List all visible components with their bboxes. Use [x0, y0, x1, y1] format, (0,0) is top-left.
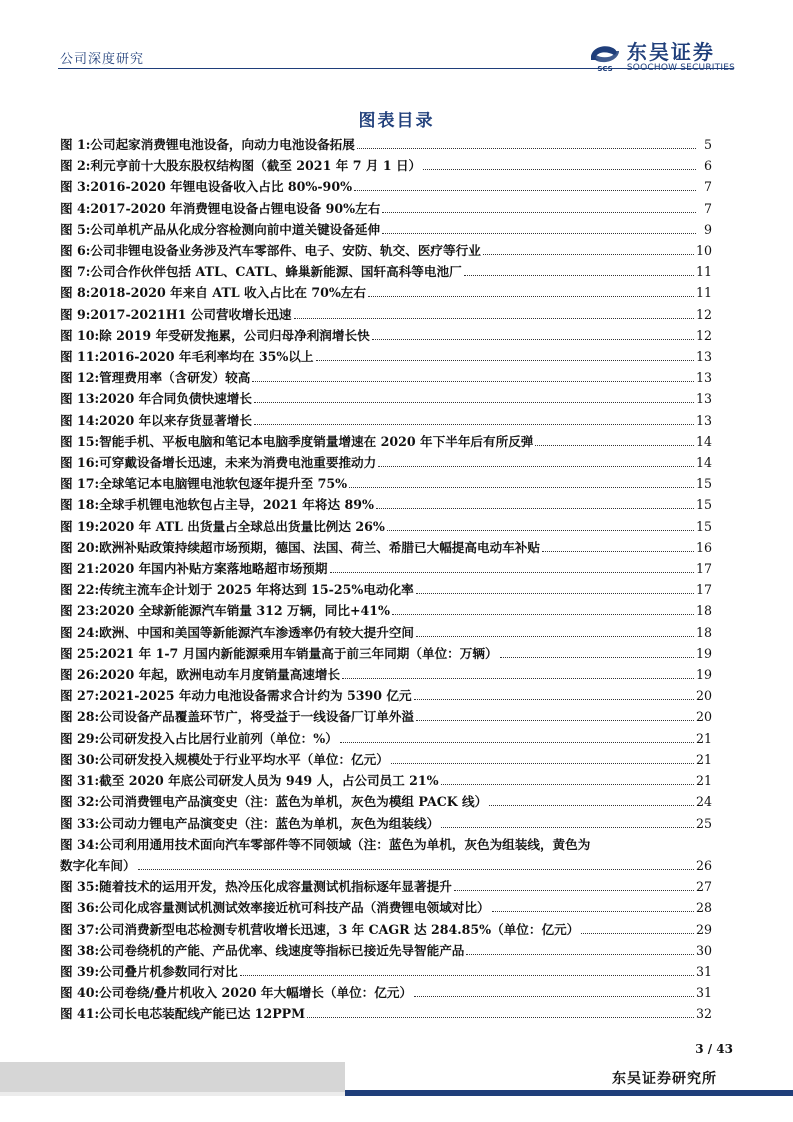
toc-leader-dots [416, 636, 694, 637]
toc-entry-title: 公司单机产品从化成分容检测向前中道关键设备延伸 [90, 221, 381, 237]
toc-entry-title: 2017-2020 年消费锂电设备占锂电设备 90%左右 [90, 200, 381, 216]
toc-entry-page: 9 [703, 221, 712, 237]
toc-entry-page: 17 [695, 582, 712, 598]
toc-entry-page: 32 [695, 1006, 712, 1022]
toc-entry-page: 10 [695, 243, 712, 259]
logo-name-en: SOOCHOW SECURITIES [626, 63, 735, 73]
toc-entry[interactable] [60, 728, 712, 749]
toc-entry-title: 2016-2020 年毛利率均在 35%以上 [99, 349, 314, 365]
toc-leader-dots [391, 763, 694, 764]
toc-entry[interactable] [60, 452, 712, 473]
toc-entry-label: 图 35: [60, 879, 100, 895]
footer-band-gray [0, 1062, 345, 1092]
toc-entry-page: 5 [703, 137, 712, 152]
toc-entry-page: 16 [695, 539, 712, 555]
toc-entry-page: 17 [695, 561, 712, 577]
logo-mark-text: SCS [597, 65, 613, 73]
toc-entry-title: 公司设备产品覆盖环节广，将受益于一线设备厂订单外溢 [99, 709, 414, 725]
toc-entry-title: 利元亨前十大股东股权结构图（截至 2021 年 7 月 1 日） [90, 158, 422, 174]
toc-entry-page: 13 [695, 391, 712, 407]
toc-entry-page: 13 [695, 349, 712, 365]
toc-leader-dots [330, 572, 694, 573]
report-type: 公司深度研究 [60, 52, 145, 67]
toc-entry-title: 截至 2020 年底公司研发人员为 949 人，占公司员工 21% [99, 773, 439, 789]
toc-entry[interactable] [60, 876, 712, 897]
logo-mark-icon [587, 43, 623, 73]
toc-entry[interactable] [60, 813, 712, 834]
toc-entry-page: 25 [695, 815, 712, 831]
toc-entry[interactable] [60, 749, 712, 770]
toc-entry-title: 2020 年合同负债快速增长 [99, 391, 252, 407]
toc-entry-title: 公司起家消费锂电池设备，向动力电池设备拓展 [90, 137, 355, 152]
toc-entry[interactable] [60, 410, 712, 431]
toc-entry[interactable] [60, 494, 712, 515]
toc-leader-dots [254, 402, 694, 403]
toc-entry-title: 公司研发投入规模处于行业平均水平（单位：亿元） [99, 751, 389, 767]
toc-entry[interactable] [60, 473, 712, 494]
toc-entry[interactable] [60, 176, 712, 197]
toc-entry[interactable] [60, 261, 712, 282]
toc-entry-page: 13 [695, 370, 712, 386]
toc-entry-page: 18 [695, 603, 712, 619]
toc-entry-page: 7 [703, 179, 712, 195]
toc-entry-page: 21 [695, 751, 712, 767]
toc-entry[interactable] [60, 961, 712, 982]
toc-entry-page: 21 [695, 730, 712, 746]
toc-leader-dots [378, 466, 694, 467]
toc-entry-page: 14 [695, 455, 712, 471]
toc-leader-dots [382, 233, 696, 234]
toc-entry-title: 2020 年以来存货显著增长 [99, 412, 252, 428]
toc-leader-dots [382, 212, 696, 213]
toc-entry-label: 图 40: [60, 985, 100, 1001]
toc-leader-dots [441, 784, 694, 785]
toc-entry-title: 公司合作伙伴包括 ATL、CATL、蜂巢新能源、国轩高科等电池厂 [90, 264, 462, 280]
toc-entry-label: 图 32: [60, 794, 100, 810]
toc-entry[interactable] [60, 219, 712, 240]
toc-entry-label: 图 41: [60, 1006, 100, 1022]
toc-entry[interactable] [60, 897, 712, 918]
toc-entry[interactable] [60, 579, 712, 600]
toc-entry-title: 智能手机、平板电脑和笔记本电脑季度销量增速在 2020 年下半年后有所反弹 [99, 433, 534, 449]
toc-entry[interactable] [60, 791, 712, 812]
toc-entry-label: 图 25: [60, 645, 100, 661]
toc-entry-continued[interactable] [60, 855, 712, 876]
toc-leader-dots [138, 869, 694, 870]
toc-entry[interactable] [60, 664, 712, 685]
toc-entry-label: 图 31: [60, 773, 100, 789]
toc-entry-page: 15 [695, 518, 712, 534]
toc-entry-page: 29 [695, 921, 712, 937]
toc-leader-dots [535, 445, 694, 446]
toc-entry-title: 欧洲、中国和美国等新能源汽车渗透率仍有较大提升空间 [99, 624, 414, 640]
toc-leader-dots [357, 148, 696, 149]
footer-organization: 东吴证券研究所 [612, 1071, 717, 1087]
toc-leader-dots [240, 975, 694, 976]
toc-entry-page: 28 [695, 900, 712, 916]
toc-entry-label: 图 1: [60, 137, 91, 152]
toc-entry-title: 随着技术的运用开发，热冷压化成容量测试机指标逐年显著提升 [99, 879, 452, 895]
toc-leader-dots [372, 339, 694, 340]
toc-leader-dots [340, 742, 694, 743]
toc-leader-dots [342, 678, 694, 679]
toc-entry[interactable] [60, 516, 712, 537]
toc-entry-title: 欧洲补贴政策持续超市场预期，德国、法国、荷兰、希腊已大幅提高电动车补贴 [99, 539, 540, 555]
toc-entry[interactable] [60, 134, 712, 155]
toc-entry-label: 图 23: [60, 603, 100, 619]
toc-entry[interactable] [60, 325, 712, 346]
toc-entry-title: 2018-2020 年来自 ATL 收入占比在 70%左右 [90, 285, 366, 301]
toc-entry-title: 公司叠片机参数同行对比 [99, 963, 238, 979]
toc-entry-label: 图 5: [60, 221, 91, 237]
toc-entry-title: 2020 年国内补贴方案落地略超市场预期 [99, 561, 328, 577]
toc-entry-label: 图 30: [60, 751, 100, 767]
toc-leader-dots [252, 381, 694, 382]
toc-entry[interactable] [60, 1003, 712, 1024]
toc-entry-page: 6 [703, 158, 712, 174]
toc-entry-title: 公司化成容量测试机测试效率接近杭可科技产品（消费锂电领域对比） [99, 900, 490, 916]
toc-entry-page: 12 [695, 327, 712, 343]
toc-leader-dots [376, 508, 694, 509]
toc-leader-dots [414, 699, 694, 700]
toc-entry[interactable] [60, 770, 712, 791]
toc-entry-page: 12 [695, 306, 712, 322]
toc-entry-title: 2021-2025 年动力电池设备需求合计约为 5390 亿元 [99, 688, 412, 704]
toc-entry-title: 公司消费锂电产品演变史（注：蓝色为单机，灰色为模组 PACK 线） [99, 794, 488, 810]
toc-entry-page: 13 [695, 412, 712, 428]
toc-entry-label: 图 24: [60, 624, 100, 640]
toc-entry-page: 24 [695, 794, 712, 810]
toc-entry-page: 31 [695, 985, 712, 1001]
toc-entry-page: 19 [695, 645, 712, 661]
toc-entry-label: 图 4: [60, 200, 91, 216]
toc-entry-label: 图 34: [60, 836, 100, 852]
toc-entry[interactable] [60, 388, 712, 409]
toc-entry-label: 图 18: [60, 497, 100, 513]
toc-entry-page: 27 [695, 879, 712, 895]
toc-entry[interactable] [60, 304, 712, 325]
toc-entry-title: 可穿戴设备增长迅速，未来为消费电池重要推动力 [99, 455, 377, 471]
toc-leader-dots [581, 933, 694, 934]
toc-entry-page: 26 [695, 857, 712, 873]
toc-entry-label: 图 2: [60, 158, 91, 174]
toc-entry-title: 公司利用通用技术面向汽车零部件等不同领域（注：蓝色为单机，灰色为组装线，黄色为 [99, 836, 591, 852]
toc-entry-title: 除 2019 年受研发拖累，公司归母净利润增长快 [99, 327, 370, 343]
toc-entry-label: 图 22: [60, 582, 100, 598]
toc-entry-title: 公司卷绕/叠片机收入 2020 年大幅增长（单位：亿元） [99, 985, 413, 1001]
toc-entry-title: 管理费用率（含研发）较高 [99, 370, 251, 386]
toc-entry-title: 2020 全球新能源汽车销量 312 万辆，同比+41% [99, 603, 391, 619]
toc-entry-label: 图 17: [60, 476, 100, 492]
toc-entry-title: 公司研发投入占比居行业前列（单位：%） [99, 730, 338, 746]
toc-entry-title: 公司卷绕机的产能、产品优率、线速度等指标已接近先导智能产品 [99, 942, 465, 958]
toc-entry[interactable] [60, 982, 712, 1003]
toc-entry[interactable] [60, 706, 712, 727]
toc-entry-label: 图 13: [60, 391, 100, 407]
toc-entry-label: 图 7: [60, 264, 91, 280]
toc-entry-page: 11 [695, 285, 712, 301]
toc-entry-label: 图 21: [60, 561, 100, 577]
toc-entry-title: 传统主流车企计划于 2025 年将达到 15-25%电动化率 [99, 582, 414, 598]
toc-entry[interactable] [60, 834, 712, 855]
toc-leader-dots [454, 890, 694, 891]
toc-leader-dots [441, 827, 694, 828]
toc-entry-title: 公司长电芯装配线产能已达 12PPM [99, 1006, 306, 1022]
toc-entry[interactable] [60, 155, 712, 176]
toc-entry-label: 图 39: [60, 963, 100, 979]
toc-entry-label: 图 3: [60, 179, 91, 195]
footer-band-blue [345, 1090, 793, 1096]
toc-entry-label: 图 38: [60, 942, 100, 958]
toc-entry-label: 图 28: [60, 709, 100, 725]
toc-entry-label: 图 6: [60, 243, 91, 259]
toc-leader-dots [316, 360, 694, 361]
toc-entry-label: 图 19: [60, 518, 100, 534]
toc-entry-label: 图 15: [60, 433, 100, 449]
toc-leader-dots [354, 190, 696, 191]
logo-name-cn: 东吴证券 [626, 40, 715, 64]
toc-leader-dots [464, 275, 694, 276]
toc-entry-page: 21 [695, 773, 712, 789]
toc-entry-title: 全球笔记本电脑锂电池软包逐年提升至 75% [99, 476, 348, 492]
toc-leader-dots [489, 805, 694, 806]
toc-entry-label: 图 37: [60, 921, 100, 937]
toc-entry-label: 图 27: [60, 688, 100, 704]
toc-entry-title: 2021 年 1-7 月国内新能源乘用车销量高于前三年同期（单位：万辆） [99, 645, 498, 661]
toc-leader-dots [307, 1017, 694, 1018]
toc-entry-title: 2017-2021H1 公司营收增长迅速 [90, 306, 292, 322]
toc-entry-page: 11 [695, 264, 712, 280]
toc-entry-title: 2020 年 ATL 出货量占全球总出货量比例达 26% [99, 518, 385, 534]
toc-leader-dots [492, 911, 694, 912]
toc-leader-dots [466, 954, 694, 955]
toc-entry[interactable] [60, 600, 712, 621]
toc-entry-label: 图 11: [60, 349, 100, 365]
toc-entry-page: 7 [703, 200, 712, 216]
toc-entry-label: 图 10: [60, 327, 100, 343]
page-number: 3 / 43 [695, 1042, 733, 1056]
toc-entry[interactable] [60, 537, 712, 558]
toc-entry-label: 图 20: [60, 539, 100, 555]
toc-title: 图表目录 [358, 111, 435, 131]
toc-leader-dots [368, 296, 694, 297]
toc-entry-label: 图 14: [60, 412, 100, 428]
toc-entry[interactable] [60, 919, 712, 940]
toc-entry-label: 图 26: [60, 667, 100, 683]
toc-entry-page: 20 [695, 709, 712, 725]
toc-leader-dots [423, 169, 696, 170]
toc-entry-label: 图 16: [60, 455, 100, 471]
toc-leader-dots [294, 318, 694, 319]
toc-leader-dots [392, 614, 694, 615]
toc-entry-label: 图 8: [60, 285, 91, 301]
toc-entry-title: 2016-2020 年锂电设备收入占比 80%-90% [90, 179, 353, 195]
toc-entry-page: 15 [695, 476, 712, 492]
toc-entry-title: 全球手机锂电池软包占主导，2021 年将达 89% [99, 497, 374, 513]
toc-leader-dots [387, 530, 694, 531]
toc-leader-dots [416, 593, 694, 594]
toc-entry-title: 公司非锂电设备业务涉及汽车零部件、电子、安防、轨交、医疗等行业 [90, 243, 481, 259]
toc-leader-dots [483, 254, 694, 255]
toc-entry-label: 图 36: [60, 900, 100, 916]
toc-entry-label: 图 33: [60, 815, 100, 831]
toc-entry-page: 19 [695, 667, 712, 683]
toc-entry-title: 公司动力锂电产品演变史（注：蓝色为单机，灰色为组装线） [99, 815, 440, 831]
toc-leader-dots [414, 996, 694, 997]
toc-entry-title: 2020 年起，欧洲电动车月度销量高速增长 [99, 667, 341, 683]
toc-leader-dots [500, 657, 694, 658]
toc-entry-label: 图 12: [60, 370, 100, 386]
toc-entry-page: 18 [695, 624, 712, 640]
toc-entry[interactable] [60, 643, 712, 664]
toc-entry-page: 20 [695, 688, 712, 704]
figure-toc-list [60, 134, 712, 1025]
toc-leader-dots [542, 551, 694, 552]
toc-entry-title: 公司消费新型电芯检测专机营收增长迅速，3 年 CAGR 达 284.85%（单位：亿元） [99, 921, 580, 937]
toc-entry[interactable] [60, 940, 712, 961]
toc-entry[interactable] [60, 346, 712, 367]
toc-entry-label: 图 9: [60, 306, 91, 322]
toc-entry[interactable] [60, 367, 712, 388]
company-logo [587, 42, 735, 74]
footer-band-light [0, 1092, 345, 1096]
toc-entry-page: 14 [695, 433, 712, 449]
toc-entry[interactable] [60, 622, 712, 643]
toc-entry[interactable] [60, 240, 712, 261]
toc-entry-page: 31 [695, 963, 712, 979]
toc-leader-dots [254, 424, 694, 425]
toc-leader-dots [349, 487, 694, 488]
toc-entry-page: 30 [695, 942, 712, 958]
toc-entry[interactable] [60, 282, 712, 303]
toc-entry-title-continued: 数字化车间） [60, 857, 136, 873]
toc-leader-dots [416, 720, 694, 721]
toc-entry-page: 15 [695, 497, 712, 513]
toc-entry-label: 图 29: [60, 730, 100, 746]
toc-entry[interactable] [60, 685, 712, 706]
toc-entry[interactable] [60, 558, 712, 579]
toc-entry[interactable] [60, 198, 712, 219]
toc-entry[interactable] [60, 431, 712, 452]
